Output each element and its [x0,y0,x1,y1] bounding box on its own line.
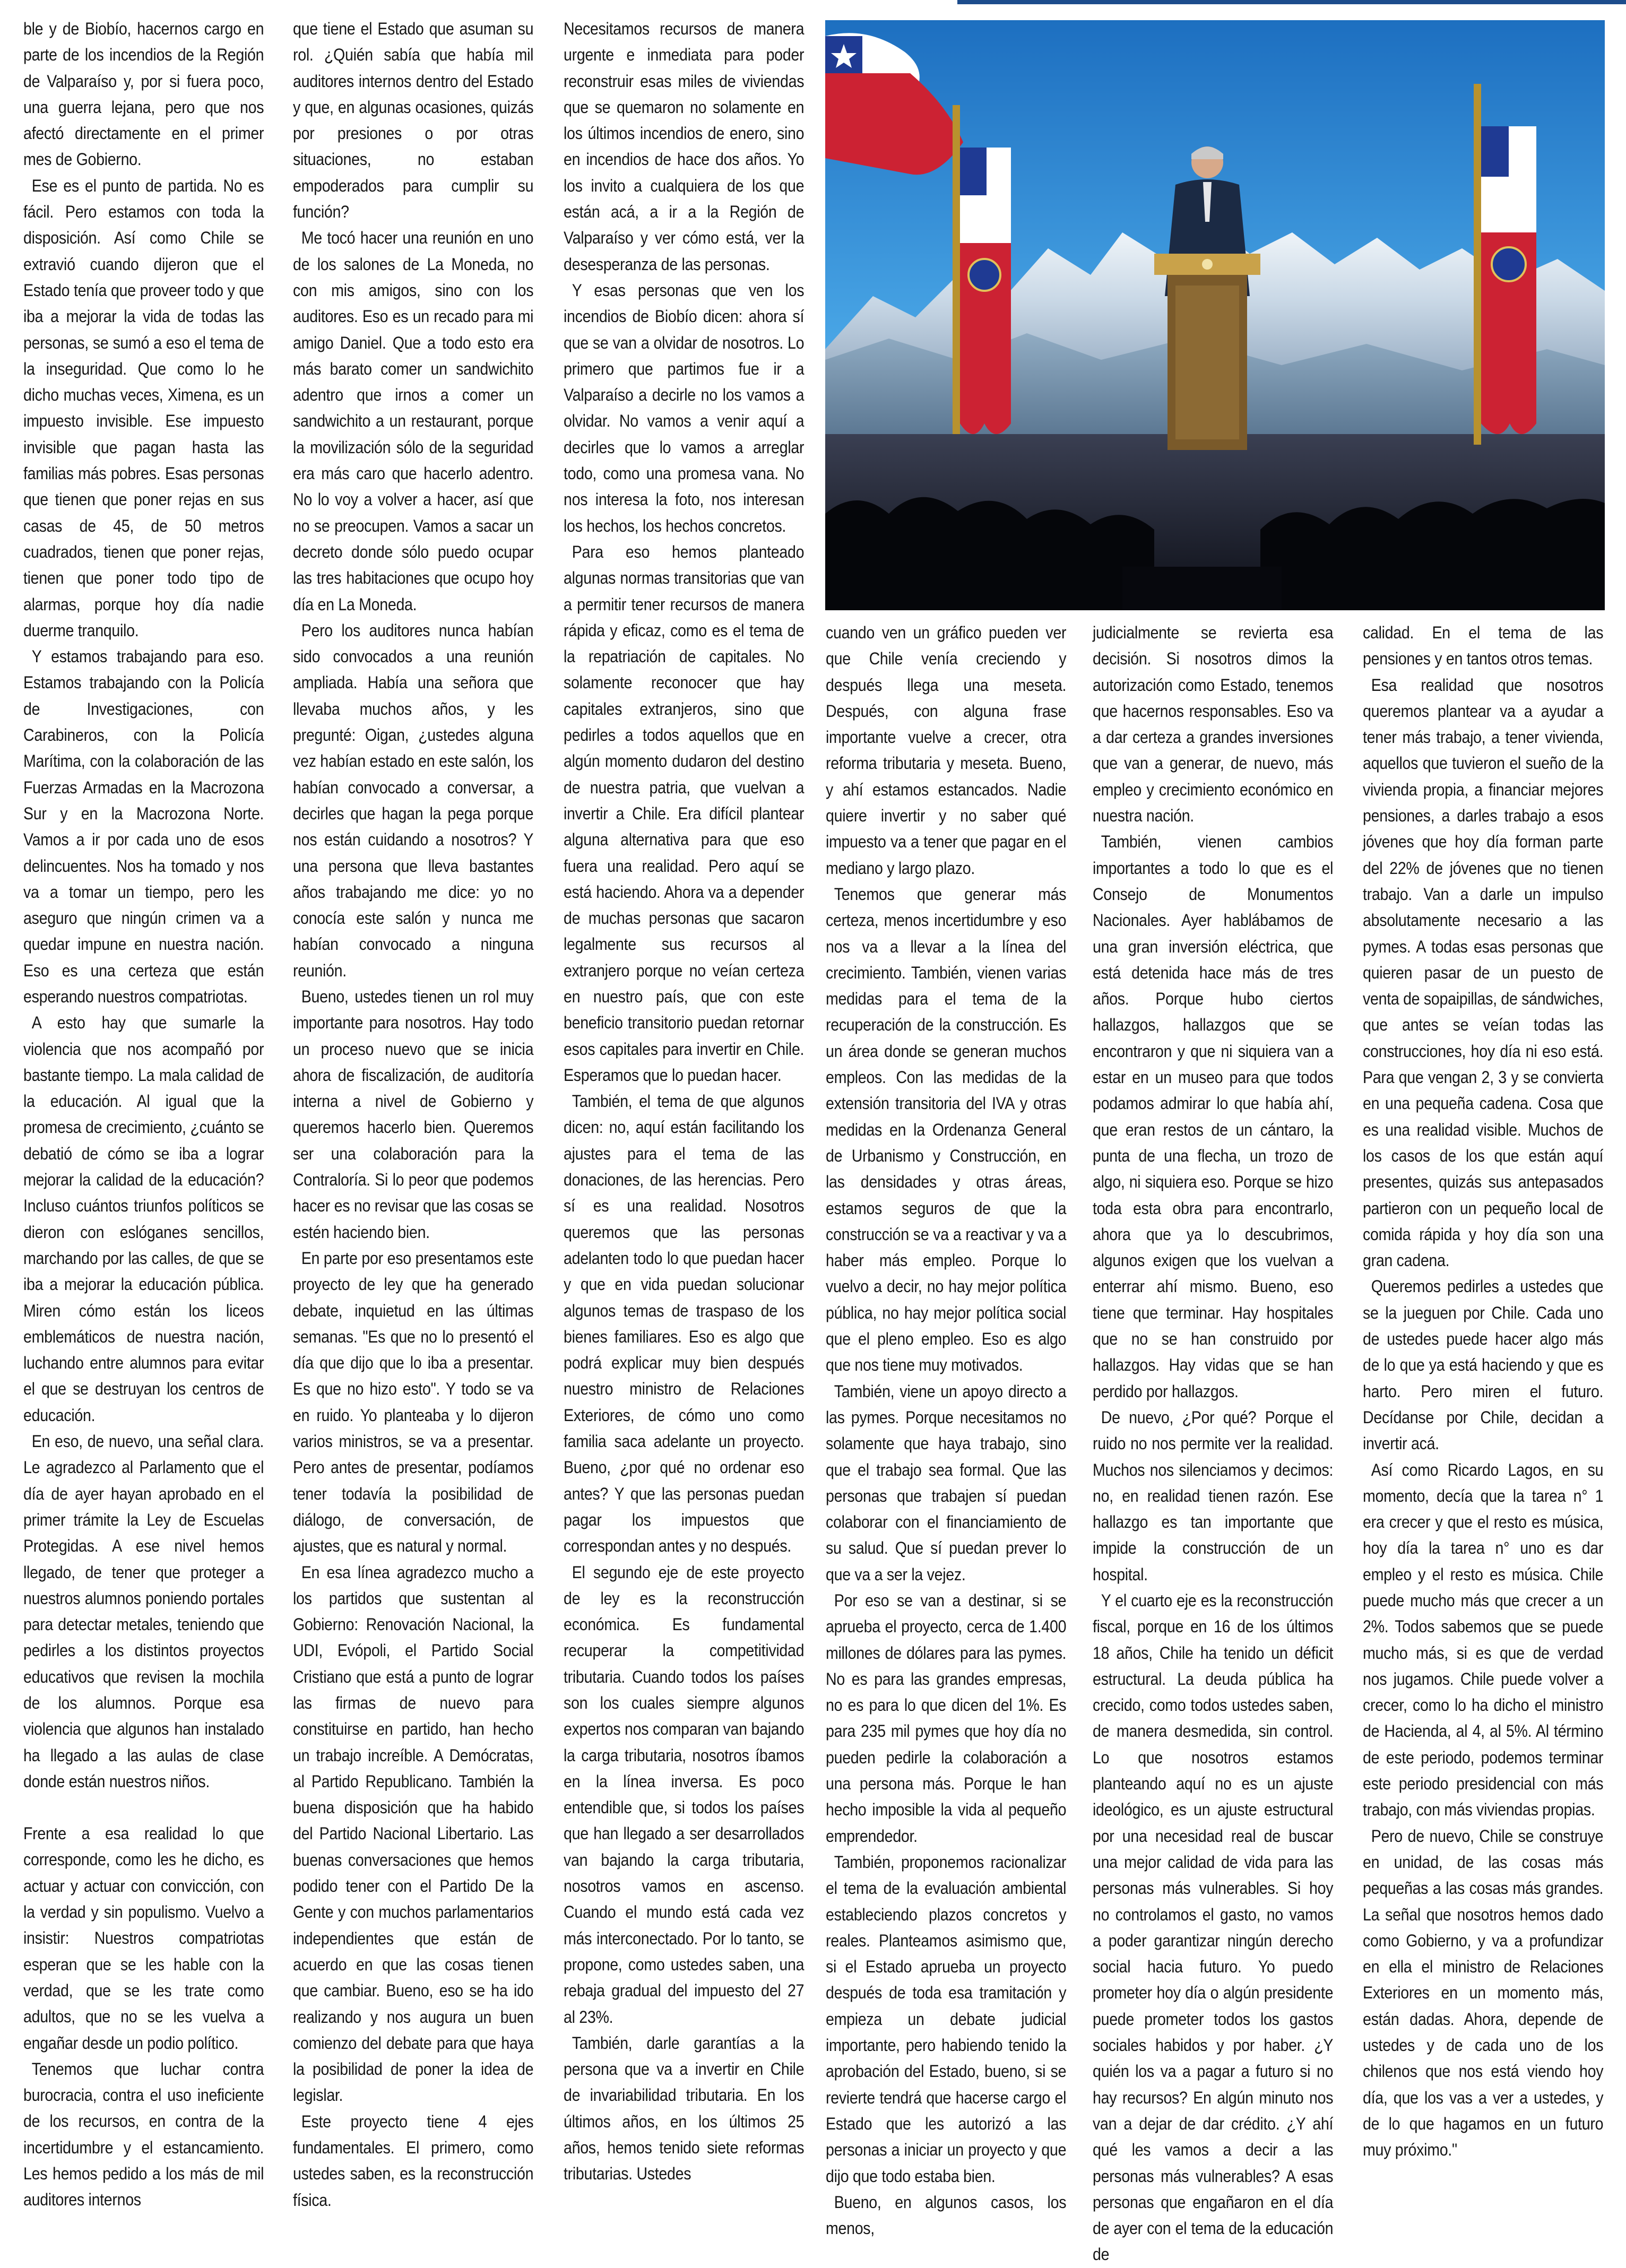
paragraph: En esa línea agradezco mucho a los partidos que sustentan al Gobierno: Renovación Nacional, la UDI, Evópoli, el Partido Social Cristiano que está a punto de lograr las firmas de nuevo para constituirse en partido, han hecho un trabajo increíble. A Demócratas, al Partido Republicano. También la buena disposición que ha habido del Partido Nacional Libertario. Las buenas conversaciones que hemos podido tener con el Partido De la Gente y con muchos parlamentarios independientes que están de acuerdo en que las cosas tienen que cambiar. Bueno, eso se ha ido realizando y nos augura un buen comienzo del debate para que haya la posibilidad de poner la idea de legislar. [293,1562,534,2105]
paragraph: calidad. En el tema de las pensiones y en tantos otros temas. [1363,623,1604,669]
speaker-at-podium-with-chilean-flags-photo [825,20,1605,610]
podium [1154,254,1260,450]
paragraph: cuando ven un gráfico pueden ver que Chile venía creciendo y después llega una meseta. Después, con alguna frase importante vuelve a crecer, otra reforma tributaria y meseta. Bueno, y ahí estamos estancados. Nadie quiere invertir y no saber qué impuesto va a tener que pagar en el mediano y largo plazo. [826,623,1067,878]
paragraph: Tenemos que generar más certeza, menos incertidumbre y eso nos va a llevar a la línea del crecimiento. También, vienen varias medidas para el tema de la recuperación de la construcción. Es un área donde se generan muchos empleos. Con las medidas de la extensión transitoria del IVA y otras medidas en la Ordenanza General de Urbanismo y Construcción, en las densidades y otras áreas, estamos seguros de que la construcción se va a reactivar y va a haber más empleo. Porque lo vuelvo a decir, no hay mejor política pública, no hay mejor política social que el pleno empleo. Eso es algo que nos tiene muy motivados. [826,884,1067,1375]
paragraph: Necesitamos recursos de manera urgente e inmediata para poder reconstruir esas miles de viviendas que se quemaron no solamente en los últimos incendios de enero, sino en incendios de hace dos años. Yo los invito a cualquiera de los que están acá, a ir a la Región de Valparaíso y ver cómo está, ver la desesperanza de las personas. [564,19,805,274]
paragraph: Así como Ricardo Lagos, en su momento, decía que la tarea n° 1 era crecer y que el resto es música, hoy día la tarea n° uno es dar empleo y el resto es música. Chile puede mucho más que crecer a un 2%. Todos sabemos que se puede mucho más, si es que de verdad nos jugamos. Chile puede volver a crecer, como lo ha dicho el ministro de Hacienda, al 4, al 5%. Al término de este periodo, podemos terminar este periodo presidencial con más trabajo, con más viviendas propias. [1363,1460,1604,1820]
paragraph: A esto hay que sumarle la violencia que nos acompañó por bastante tiempo. La mala calidad de la educación. Al igual que la promesa de crecimiento, ¿cuánto se debatió de cómo se iba a lograr mejorar la calidad de la educación? Incluso cuántos triunfos políticos se dieron con eslóganes sencillos, marchando por las calles, de que se iba a mejorar la educación pública. Miren cómo están los liceos emblemáticos de nuestra nación, luchando entre alumnos para evitar el que se destruyan los centros de educación. [23,1013,264,1425]
paragraph: Queremos pedirles a ustedes que se la jueguen por Chile. Cada uno de ustedes puede hacer algo más de lo que ya está haciendo y que es harto. Pero miren el futuro. Decídanse por Chile, decidan a invertir acá. [1363,1277,1604,1453]
paragraph: Para eso hemos planteado algunas normas transitorias que van a permitir tener recursos de manera rápida y eficaz, como es el tema de la repatriación de capitales. No solamente reconocer que hay capitales extranjeros, sino que pedirles a todos aquellos que en algún momento dudaron del destino de nuestra patria, que vuelvan a invertir a Chile. Era difícil plantear alguna alternativa para que eso fuera una realidad. Pero aquí se está haciendo. Ahora va a depender de muchas personas que sacaron legalmente sus recursos al extranjero porque no veían certeza en nuestro país, que con este beneficio transitorio puedan retornar esos capitales para invertir en Chile. Esperamos que lo puedan hacer. [564,542,805,1085]
paragraph: Pero de nuevo, Chile se construye en unidad, de las cosas más pequeñas a las cosas más grandes. La señal que nosotros hemos dado como Gobierno, y va a profundizar en ella el ministro de Relaciones Exteriores en un momento más, están dadas. Ahora, depende de ustedes y de cada uno de los chilenos que nos está viendo hoy día, que los vas a ver a ustedes, y de lo que hagamos en un futuro muy próximo." [1363,1826,1604,2160]
speaker-photo [825,20,1605,610]
paragraph: Bueno, en algunos casos, los menos, [826,2192,1067,2238]
text-column-3 [564,16,804,2187]
paragraph: También, vienen cambios importantes a todo lo que es el Consejo de Monumentos Nacionales. Ayer hablábamos de una gran inversión eléctrica, que está detenida hace más de tres años. Porque hubo ciertos hallazgos, hallazgos que se encontraron y que ni siquiera van a estar en un museo para que todos podamos admirar lo que había ahí, que eran restos de un cántaro, la punta de una flecha, un trozo de algo, ni siquiera eso. Porque se hizo toda esta obra para encontrarlo, ahora que ya lo descubrimos, algunos exigen que los vuelvan a enterrar ahí mismo. Bueno, eso tiene que terminar. Hay hospitales que no se han construido por hallazgos. Hay vidas que se han perdido por hallazgos. [1093,832,1334,1401]
paragraph: Frente a esa realidad lo que corresponde, como les he dicho, es actuar y actuar con convicción, con la verdad y sin populismo. Vuelvo a insistir: Nuestros compatriotas esperan que se les hable con la verdad, que se les trate como adultos, que no se les vuelva a engañar desde un podio político. [23,1824,264,2053]
paragraph: Me tocó hacer una reunión en uno de los salones de La Moneda, no con mis amigos, sino con los auditores. Eso es un recado para mi amigo Daniel. Que a todo esto era más barato comer un sandwichito adentro que irnos a comer un sandwichito a un restaurant, porque la movilización sólo de la seguridad era más caro que hacerlo adentro. No lo voy a volver a hacer, así que no se preocupen. Vamos a sacar un decreto donde sólo puedo ocupar las tres habitaciones que ocupo hoy día en La Moneda. [293,228,534,614]
paragraph: Pero los auditores nunca habían sido convocados a una reunión ampliada. Había una señora que llevaba muchos años, y les pregunté: Oigan, ¿ustedes alguna vez habían estado en este salón, los habían convocado a conversar, a decirles que hagan la pega porque nos están cuidando a nosotros? Y una persona que lleva bastantes años trabajando me dice: yo no conocía este salón y nunca me habían convocado a ninguna reunión. [293,620,534,980]
paragraph: Y estamos trabajando para eso. Estamos trabajando con la Policía de Investigaciones, con Carabineros, con la Policía Marítima, con la colaboración de las Fuerzas Armadas en la Macrozona Sur y en la Macrozona Norte. Vamos a ir por cada uno de esos delincuentes. Nos ha tomado y nos va a tomar un tiempo, pero les aseguro que ningún crimen va a quedar impune en nuestra nación. Eso es una certeza que están esperando nuestros compatriotas. [23,647,264,1006]
paragraph: Por eso se van a destinar, si se aprueba el proyecto, cerca de 1.400 millones de dólares para las pymes. No es para las grandes empresas, no es para lo que dicen del 1%. Es para 235 mil pymes que hoy día no pueden pedirle la colaboración a una persona más. Porque le han hecho imposible la vida al pequeño emprendedor. [826,1590,1067,1846]
paragraph: Y el cuarto eje es la reconstrucción fiscal, porque en 16 de los últimos 18 años, Chile ha tenido un déficit estructural. La deuda pública ha crecido, como todos ustedes saben, de manera desmedida, sin control. Lo que nosotros estamos planteando aquí no es un ajuste ideológico, es un ajuste estructural por una necesidad real de buscar una mejor calidad de vida para las personas más vulnerables. Si hoy no controlamos el gasto, no vamos a poder garantizar ningún derecho social hacia futuro. Yo puedo prometer hoy día o algún presidente puede prometer todos los gastos sociales habidos y por haber. ¿Y quién los va a pagar a futuro si no hay recursos? En algún minuto nos van a dejar de dar crédito. ¿Y ahí qué les vamos a decir a las personas más vulnerables? A esas personas que engañaron en el día de ayer con el tema de la educación de [1093,1590,1334,2264]
paragraph: Ese es el punto de partida. No es fácil. Pero estamos con toda la disposición. Así como Chile se extravió cuando dijeron que el Estado tenía que proveer todo y que iba a mejorar la vida de todas las personas, se sumó a eso el tema de la inseguridad. Que como lo he dicho muchas veces, Ximena, es un impuesto invisible. Ese impuesto invisible que pagan hasta las familias más pobres. Esas personas que tienen que poner rejas en sus casas de 45, de 50 metros cuadrados, tienen que poner rejas, tienen que poner todo tipo de alarmas, porque hoy día nadie duerme tranquilo. [23,176,264,640]
paragraph: El segundo eje de este proyecto de ley es la reconstrucción económica. Es fundamental recuperar la competitividad tributaria. Cuando todos los países son los cuales siempre algunos expertos nos comparan van bajando la carga tributaria, nosotros íbamos en la línea inversa. Es poco entendible que, si todos los países que han llegado a ser desarrollados van bajando la carga tributaria, nosotros vamos en ascenso. Cuando el mundo está cada vez más interconectado. Por lo tanto, se propone, como ustedes saben, una rebaja gradual del impuesto del 27 al 23%. [564,1562,805,2027]
paragraph: ble y de Biobío, hacernos cargo en parte de los incendios de la Región de Valparaíso y, por si fuera poco, una guerra lejana, pero que nos afectó directamente en el primer mes de Gobierno. [23,19,264,169]
paragraph: También, proponemos racionalizar el tema de la evaluación ambiental estableciendo plazos concretos y reales. Planteamos asimismo que, si el Estado aprueba un proyecto después de toda esa tramitación y empieza un debate judicial importante, pero habiendo tenido la aprobación del Estado, bueno, si se revierte tendrá que hacerse cargo el Estado que les autorizó a las personas a iniciar un proyecto y que dijo que todo estaba bien. [826,1852,1067,2186]
text-column-4 [826,620,1066,2241]
paragraph: En eso, de nuevo, una señal clara. Le agradezco al Parlamento que el día de ayer hayan aprobado en el primer trámite la Ley de Escuelas Protegidas. A ese nivel hemos llegado, de tener que proteger a nuestros alumnos poniendo portales para detectar metales, teniendo que pedirles a los distintos proyectos educativos que revisen la mochila de los alumnos. Porque esa violencia que algunos han instalado ha llegado a las aulas de clase donde están nuestros niños. [23,1432,264,1791]
paragraph: También, viene un apoyo directo a las pymes. Porque necesitamos no solamente que haya trabajo, sino que el trabajo sea formal. Que las personas que trabajen sí puedan colaborar con el financiamiento de su salud. Que sí puedan prever lo que va a ser la vejez. [826,1381,1067,1584]
paragraph: También, darle garantías a la persona que va a invertir en Chile de invariabilidad tributaria. En los últimos años, en los últimos 25 años, hemos tenido siete reformas tributarias. Ustedes [564,2033,805,2184]
text-column-2 [293,16,533,2213]
paragraph: Esa realidad que nosotros queremos plantear va a ayudar a tener más trabajo, a tener vivienda, aquellos que tuvieron el sueño de la vivienda propia, a financiar mejores pensiones, a darles trabajo a esos jóvenes que hoy día forman parte del 22% de jóvenes que no tienen trabajo. Van a darle un impulso absolutamente necesario a las pymes. A todas esas personas que quieren pasar de un puesto de venta de sopaipillas, de sándwiches, que antes se veían todas las construcciones, hoy día ni eso está. Para que vengan 2, 3 y se convierta en una pequeña cadena. Cosa que es una realidad visible. Muchos de los casos de los que están aquí presentes, quizás sus antepasados partieron con un pequeño local de comida rápida y hoy día son una gran cadena. [1363,675,1604,1270]
top-accent-bar [0,0,1626,8]
paragraph: Y esas personas que ven los incendios de Biobío dicen: ahora sí que se van a olvidar de nosotros. Lo primero que partimos fue ir a Valparaíso a decirle no los vamos a olvidar. No vamos a venir aquí a decirles que lo vamos a arreglar todo, como una promesa vana. No nos interesa la foto, nos interesan los hechos, los hechos concretos. [564,280,805,535]
chilean-flag-banner-left-icon [953,105,1011,434]
text-column-6 [1363,620,1603,2163]
chilean-flag-banner-right-icon [1474,84,1536,445]
paragraph: judicialmente se revierta esa decisión. Si nosotros dimos la autorización como Estado, tenemos que hacernos responsables. Eso va a dar certeza a grandes inversiones que van a generar, de nuevo, más empleo y crecimiento económico en nuestra nación. [1093,623,1334,826]
paragraph: De nuevo, ¿Por qué? Porque el ruido no nos permite ver la realidad. Muchos nos silenciamos y decimos: no, en realidad tienen razón. Ese hallazgo es tan importante que impide la construcción de un hospital. [1093,1407,1334,1584]
text-column-1 [23,16,264,2213]
paragraph: También, el tema de que algunos dicen: no, aquí están facilitando los ajustes para el tema de las donaciones, de las herencias. Pero sí es una realidad. Nosotros queremos que las personas adelanten todo lo que puedan hacer y que en vida puedan solucionar algunos temas de traspaso de los bienes familiares. Eso es algo que podrá explicar muy bien después nuestro ministro de Relaciones Exteriores, de cómo uno como familia saca adelante un proyecto. Bueno, ¿por qué no ordenar eso antes? Y que las personas puedan pagar los impuestos que correspondan antes y no después. [564,1092,805,1556]
paragraph: Este proyecto tiene 4 ejes fundamentales. El primero, como ustedes saben, es la reconstrucción física. [293,2111,534,2210]
paragraph: Bueno, ustedes tienen un rol muy importante para nosotros. Hay todo un proceso nuevo que se inicia ahora de fiscalización, de auditoría interna a nivel de Gobierno y queremos hacerlo bien. Queremos ser una colaboración para la Contraloría. Si lo peor que podemos hacer es no revisar que las cosas se estén haciendo bien. [293,986,534,1242]
paragraph: que tiene el Estado que asuman su rol. ¿Quién sabía que había mil auditores internos dentro del Estado y que, en algunas ocasiones, quizás por presiones o por otras situaciones, no estaban empoderados para cumplir su función? [293,19,534,222]
text-column-5 [1093,620,1333,2268]
paragraph: Tenemos que luchar contra burocracia, contra el uso ineficiente de los recursos, en contra de la incertidumbre y el estancamiento. Les hemos pedido a los más de mil auditores internos [23,2059,264,2210]
paragraph: En parte por eso presentamos este proyecto de ley que ha generado debate, inquietud en las últimas semanas. "Es que no lo presentó el día que dijo que lo iba a presentar. Es que no hizo esto". Y todo se va en ruido. Yo planteaba y lo dijeron varios ministros, se va a presentar. Pero antes de presentar, podíamos tener todavía la posibilidad de diálogo, de conversación, de ajustes, que es natural y normal. [293,1248,534,1556]
top-accent-bar-blue [957,0,1626,4]
